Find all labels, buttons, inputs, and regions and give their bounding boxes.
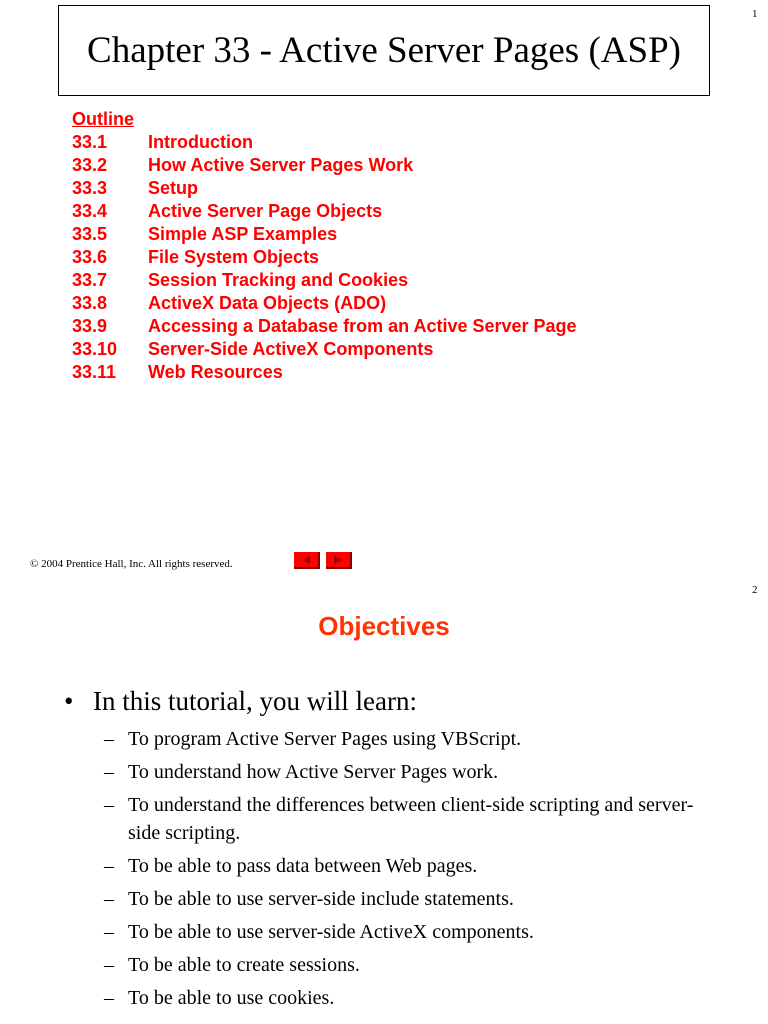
dash-glyph: – xyxy=(104,794,114,816)
outline-item-number: 33.7 xyxy=(72,270,108,290)
outline-item-number: 33.4 xyxy=(72,201,108,221)
outline-item-number: 33.5 xyxy=(72,224,108,244)
objective-item-text: To be able to use cookies. xyxy=(128,987,335,1009)
objective-item xyxy=(104,918,724,946)
main-bullet-text: In this tutorial, you will learn: xyxy=(93,686,417,716)
outline-item-label: ActiveX Data Objects (ADO) xyxy=(148,293,387,313)
outline-item-label: Accessing a Database from an Active Server Page xyxy=(148,316,577,336)
outline-item-label: File System Objects xyxy=(148,247,320,267)
outline-item-number: 33.8 xyxy=(72,293,108,313)
outline-item-label: How Active Server Pages Work xyxy=(148,155,414,175)
objective-item-text: To be able to create sessions. xyxy=(128,954,360,976)
objective-item-text: To understand how Active Server Pages work. xyxy=(128,761,499,783)
dash-glyph: – xyxy=(104,954,114,976)
objectives-list xyxy=(104,725,724,1017)
dash-glyph: – xyxy=(104,761,114,783)
outline-item-label: Setup xyxy=(148,178,199,198)
outline-item-number: 33.1 xyxy=(72,132,108,152)
main-bullet xyxy=(64,686,417,717)
outline-item-number: 33.2 xyxy=(72,155,108,175)
objective-item xyxy=(104,758,724,786)
outline-item-label: Active Server Page Objects xyxy=(148,201,383,221)
outline-item xyxy=(72,292,577,315)
bullet-glyph: • xyxy=(64,686,74,716)
slide-number-2: 2 xyxy=(752,584,758,596)
outline-item-number: 33.3 xyxy=(72,178,108,198)
triangle-right-icon xyxy=(333,556,343,564)
outline-item xyxy=(72,361,577,384)
outline-item xyxy=(72,200,577,223)
dash-glyph: – xyxy=(104,921,114,943)
objective-item-text: To be able to use server-side ActiveX components. xyxy=(128,921,534,943)
triangle-left-icon xyxy=(301,556,311,564)
objective-item-text: To be able to pass data between Web pages. xyxy=(128,855,478,877)
objective-item xyxy=(104,725,724,753)
outline-item-number: 33.6 xyxy=(72,247,108,267)
next-slide-button[interactable] xyxy=(326,552,352,569)
outline-item xyxy=(72,154,577,177)
outline-item-label: Session Tracking and Cookies xyxy=(148,270,409,290)
outline-item-label: Server-Side ActiveX Components xyxy=(148,339,434,359)
objective-item xyxy=(104,852,724,880)
objective-item-text: To understand the differences between client-side scripting and server-side scripting. xyxy=(128,794,694,844)
outline-item xyxy=(72,131,577,154)
objective-item xyxy=(104,984,724,1012)
prev-slide-button[interactable] xyxy=(294,552,320,569)
dash-glyph: – xyxy=(104,855,114,877)
outline-item xyxy=(72,177,577,200)
copyright-notice: © 2004 Prentice Hall, Inc. All rights reserved. xyxy=(30,558,233,570)
chapter-title-box xyxy=(58,5,710,96)
outline-item-label: Introduction xyxy=(148,132,253,152)
outline-item xyxy=(72,315,577,338)
objective-item xyxy=(104,885,724,913)
objective-item-text: To be able to use server-side include statements. xyxy=(128,888,514,910)
outline-item xyxy=(72,269,577,292)
outline-list xyxy=(72,131,577,384)
objective-item xyxy=(104,951,724,979)
outline-heading: Outline xyxy=(72,109,134,129)
objective-item xyxy=(104,791,724,847)
chapter-title: Chapter 33 - Active Server Pages (ASP) xyxy=(87,30,681,71)
outline-item-label: Web Resources xyxy=(148,362,283,382)
dash-glyph: – xyxy=(104,987,114,1009)
outline-item-number: 33.10 xyxy=(72,339,118,359)
dash-glyph: – xyxy=(104,888,114,910)
outline-item-number: 33.11 xyxy=(72,362,117,382)
outline-item xyxy=(72,223,577,246)
outline-item xyxy=(72,338,577,361)
outline-item-label: Simple ASP Examples xyxy=(148,224,338,244)
slide-number-1: 1 xyxy=(752,8,758,20)
objectives-title: Objectives xyxy=(318,611,450,641)
outline-item-number: 33.9 xyxy=(72,316,108,336)
dash-glyph: – xyxy=(104,728,114,750)
outline-item xyxy=(72,246,577,269)
objective-item-text: To program Active Server Pages using VBScript. xyxy=(128,728,522,750)
